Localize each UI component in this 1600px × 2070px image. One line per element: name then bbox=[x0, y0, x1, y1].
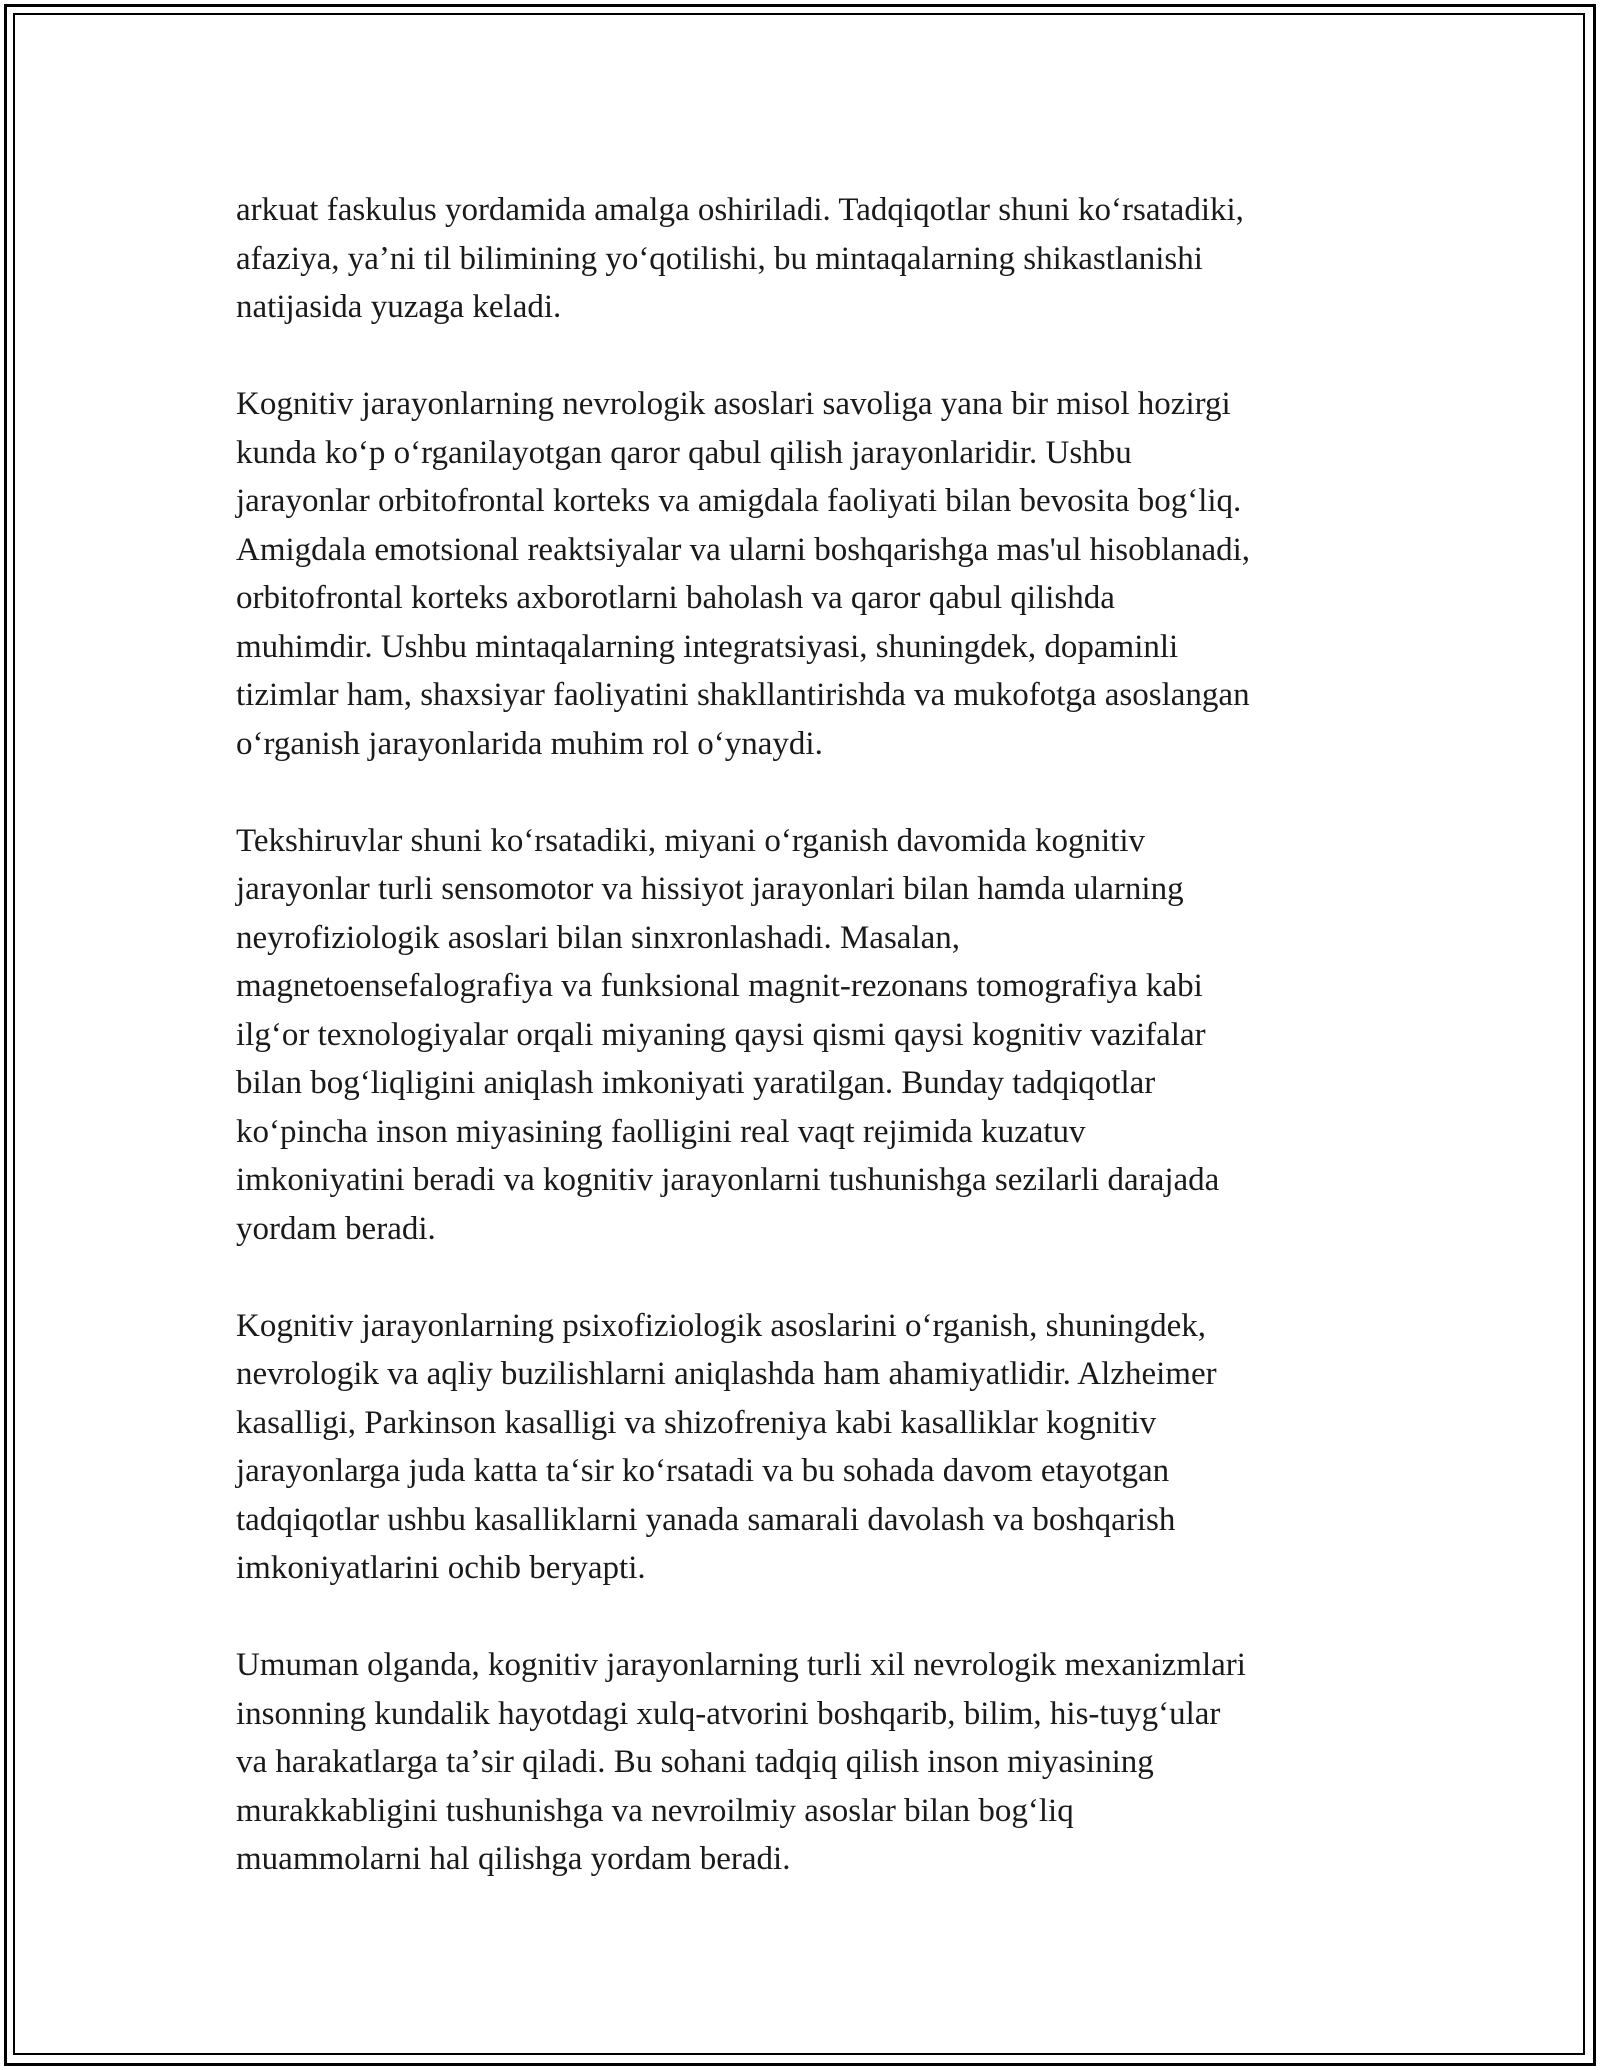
text-line: jarayonlar turli sensomotor va hissiyot jarayonlari bilan hamda ularning bbox=[236, 871, 1184, 907]
text-line: oʻrganish jarayonlarida muhim rol oʻynaydi. bbox=[236, 725, 823, 762]
paragraph-2 bbox=[236, 380, 1386, 768]
text-line: tizimlar ham, shaxsiyar faoliyatini shakllantirishda va mukofotga asoslangan bbox=[236, 677, 1250, 713]
text-line: arkuat faskulus yordamida amalga oshiriladi. Tadqiqotlar shuni koʻrsatadiki, bbox=[236, 192, 1244, 228]
text-line: murakkabligini tushunishga va nevroilmiy asoslar bilan bogʻliq bbox=[236, 1792, 1074, 1829]
text-line: koʻpincha inson miyasining faolligini real vaqt rejimida kuzatuv bbox=[236, 1113, 1086, 1150]
text-line: kasalligi, Parkinson kasalligi va shizofreniya kabi kasalliklar kognitiv bbox=[236, 1404, 1157, 1441]
paragraph-3 bbox=[236, 817, 1386, 1254]
text-line: magnetoensefalografiya va funksional magnit-rezonans tomografiya kabi bbox=[236, 968, 1203, 1004]
text-line: imkoniyatlarini ochib beryapti. bbox=[236, 1550, 646, 1586]
text-line: ilgʻor texnologiyalar orqali miyaning qaysi qismi qaysi kognitiv vazifalar bbox=[236, 1016, 1206, 1053]
text-line: natijasida yuzaga keladi. bbox=[236, 289, 562, 325]
text-line: insonning kundalik hayotdagi xulq-atvorini boshqarib, bilim, his-tuygʻular bbox=[236, 1695, 1221, 1732]
text-line: bilan bogʻliqligini aniqlash imkoniyati yaratilgan. Bunday tadqiqotlar bbox=[236, 1065, 1156, 1101]
text-line: neyrofiziologik asoslari bilan sinxronlashadi. Masalan, bbox=[236, 919, 961, 956]
text-line: nevrologik va aqliy buzilishlarni aniqlashda ham ahamiyatlidir. Alzheimer bbox=[236, 1356, 1217, 1392]
text-line: afaziya, yaʼni til bilimining yoʻqotilishi, bu mintaqalarning shikastlanishi bbox=[236, 240, 1203, 277]
text-line: imkoniyatini beradi va kognitiv jarayonlarni tushunishga sezilarli darajada bbox=[236, 1162, 1220, 1198]
text-line: jarayonlar orbitofrontal korteks va amigdala faoliyati bilan bevosita bogʻliq. bbox=[236, 483, 1242, 519]
text-line: kunda koʻp oʻrganilayotgan qaror qabul qilish jarayonlaridir. Ushbu bbox=[236, 434, 1132, 471]
text-line: Tekshiruvlar shuni koʻrsatadiki, miyani oʻrganish davomida kognitiv bbox=[236, 822, 1146, 859]
text-line: va harakatlarga taʼsir qiladi. Bu sohani tadqiq qilish inson miyasining bbox=[236, 1744, 1154, 1780]
text-line: muammolarni hal qilishga yordam beradi. bbox=[236, 1841, 791, 1877]
text-line: muhimdir. Ushbu mintaqalarning integratsiyasi, shuningdek, dopaminli bbox=[236, 628, 1179, 665]
document-body bbox=[236, 186, 1386, 1932]
text-line: tadqiqotlar ushbu kasalliklarni yanada samarali davolash va boshqarish bbox=[236, 1501, 1176, 1538]
paragraph-4 bbox=[236, 1302, 1386, 1593]
paragraph-5 bbox=[236, 1641, 1386, 1884]
text-line: orbitofrontal korteks axborotlarni baholash va qaror qabul qilishda bbox=[236, 580, 1115, 616]
text-line: yordam beradi. bbox=[236, 1210, 436, 1247]
text-line: jarayonlarga juda katta taʻsir koʻrsatadi va bu sohada davom etayotgan bbox=[236, 1453, 1170, 1489]
text-line: Amigdala emotsional reaktsiyalar va ularni boshqarishga mas'ul hisoblanadi, bbox=[236, 531, 1251, 568]
text-line: Kognitiv jarayonlarning psixofiziologik asoslarini oʻrganish, shuningdek, bbox=[236, 1307, 1207, 1344]
text-line: Umuman olganda, kognitiv jarayonlarning turli xil nevrologik mexanizmlari bbox=[236, 1647, 1246, 1683]
text-line: Kognitiv jarayonlarning nevrologik asoslari savoliga yana bir misol hozirgi bbox=[236, 386, 1231, 422]
paragraph-1 bbox=[236, 186, 1386, 332]
